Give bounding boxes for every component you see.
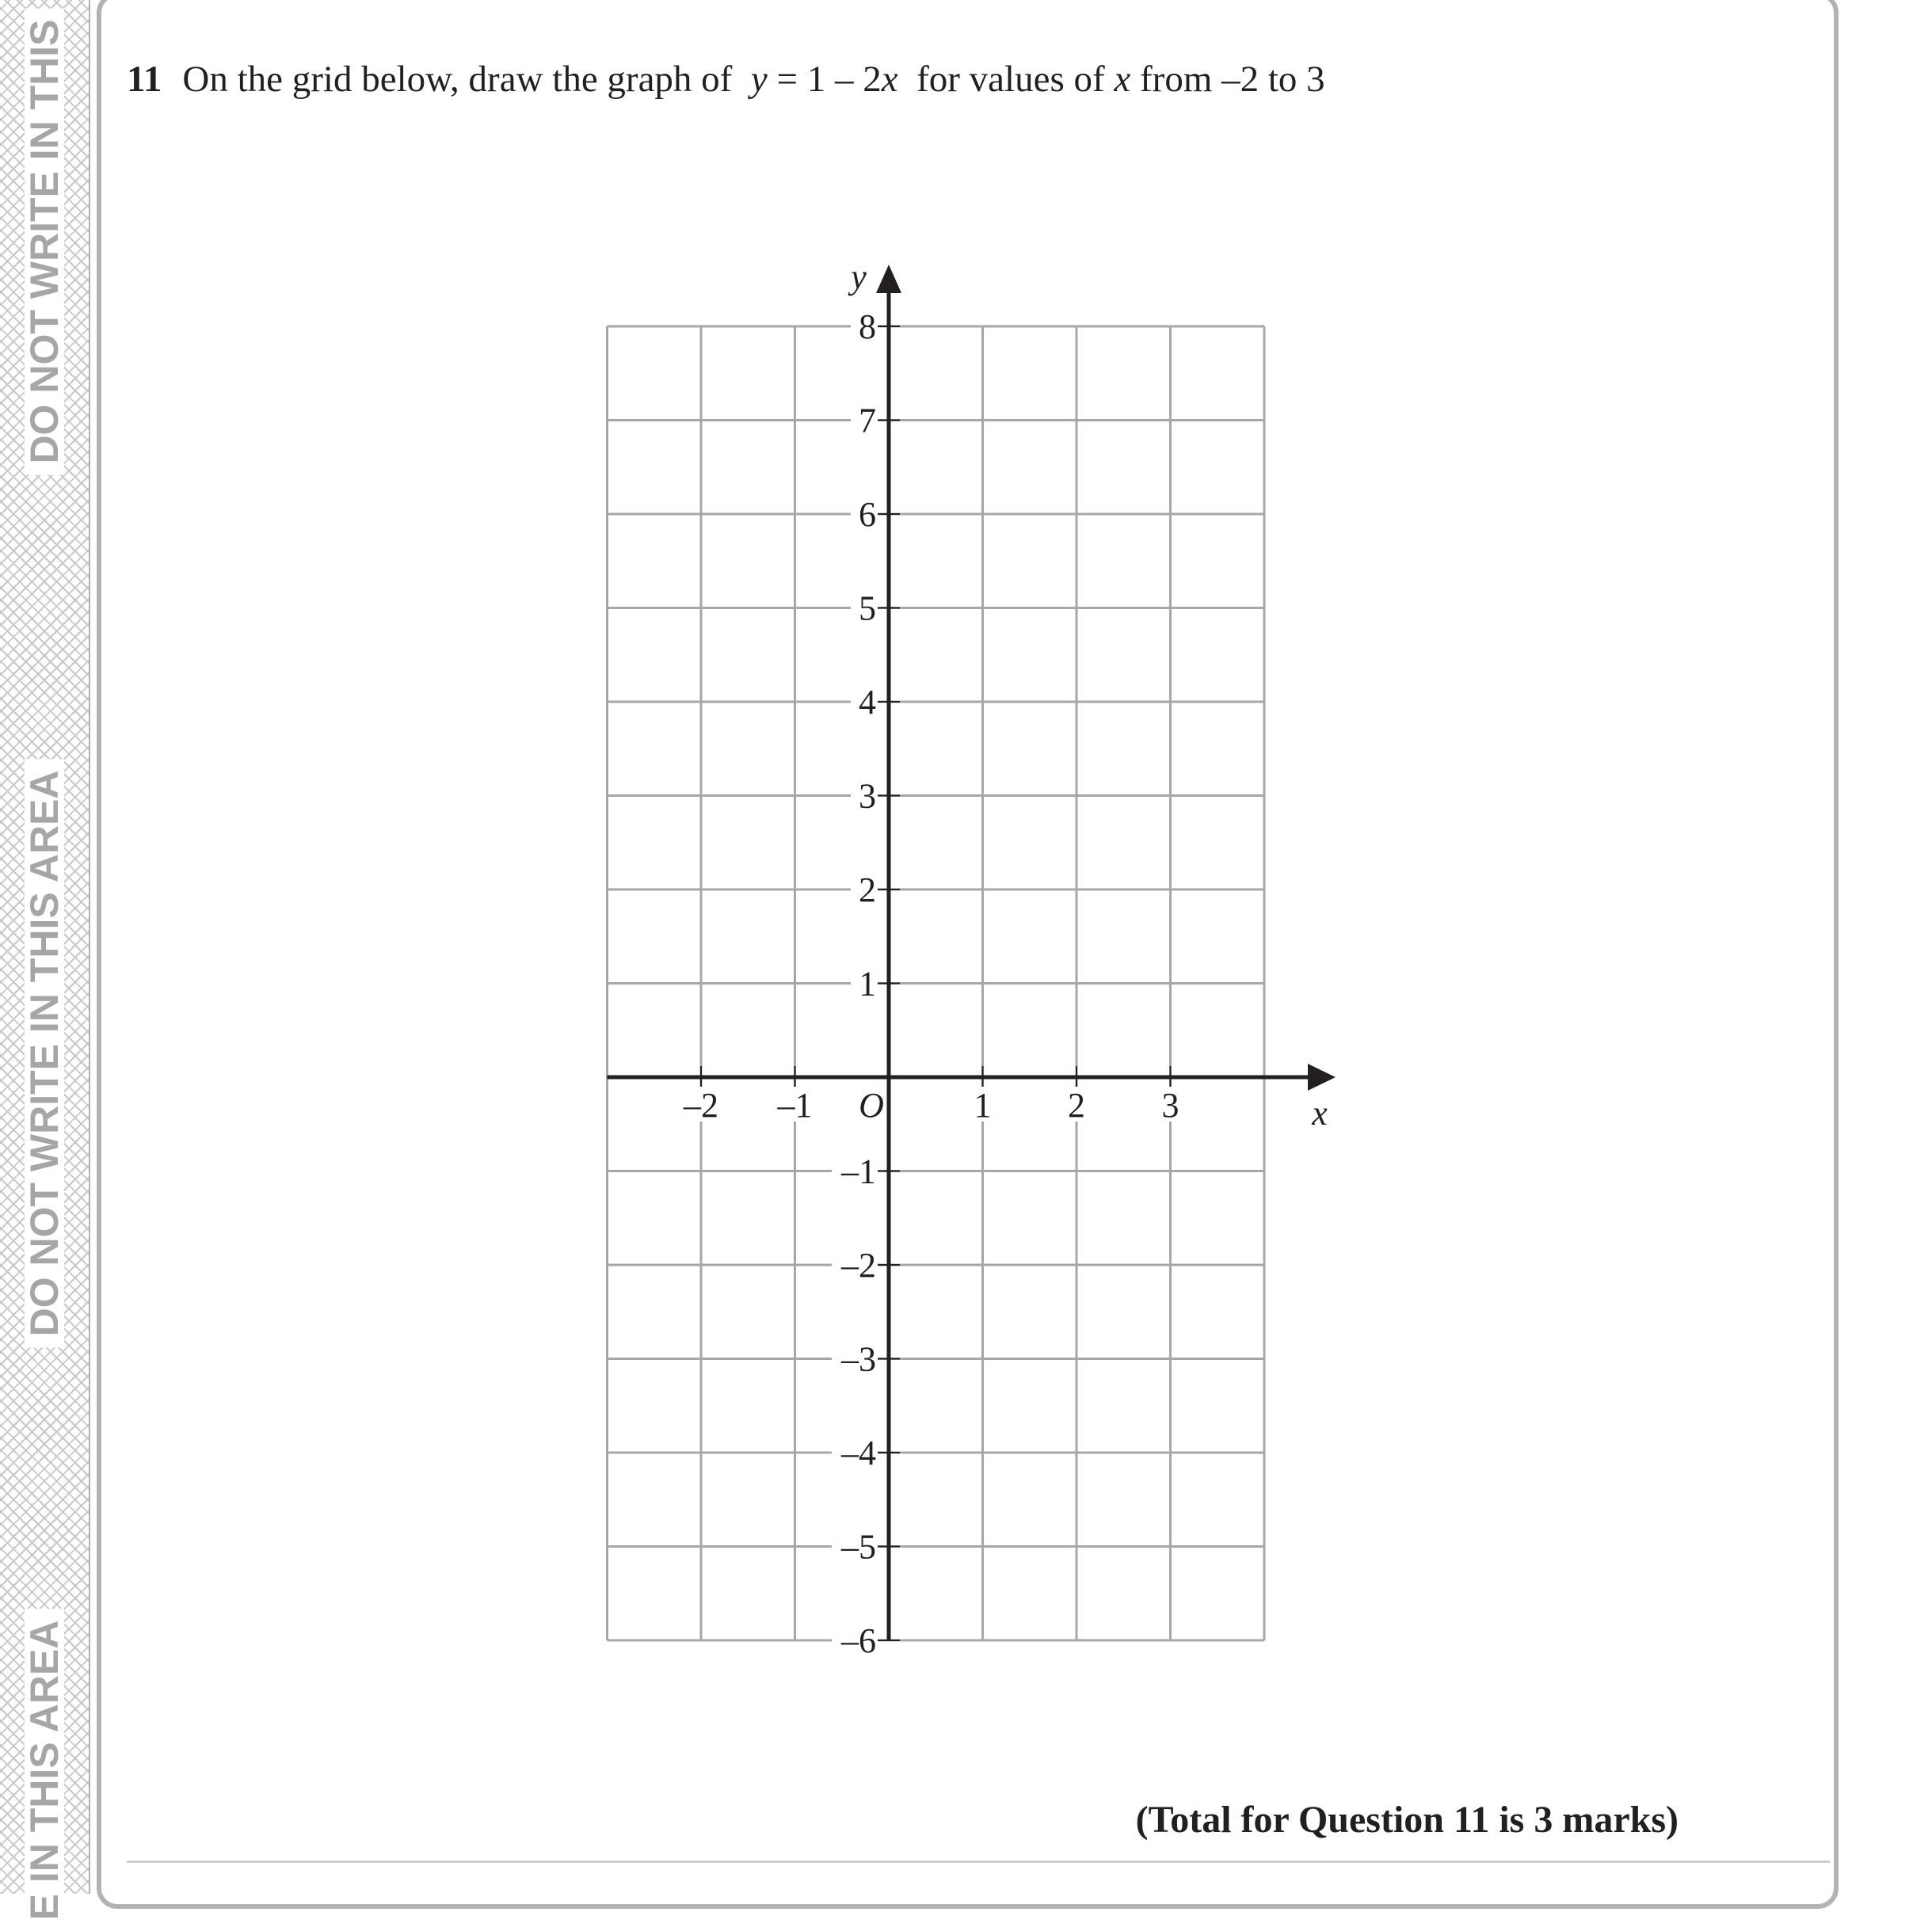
margin-warning-text: DO NOT WRITE IN THIS	[25, 8, 64, 474]
y-axis-arrow-icon	[876, 265, 901, 293]
x-tick-label: 2	[1068, 1086, 1085, 1125]
x-axis-label: x	[1312, 1094, 1328, 1133]
x-tick-label: –2	[684, 1086, 718, 1125]
origin-label: O	[859, 1086, 884, 1125]
y-tick-label: –3	[841, 1339, 876, 1379]
equation-x: x	[881, 59, 898, 100]
y-tick-label: 5	[859, 588, 876, 628]
question-mid: for values of	[916, 59, 1105, 100]
x-tick-label: –1	[777, 1086, 813, 1125]
question-suffix: from –2 to 3	[1140, 59, 1325, 100]
equation-middle: = 1 – 2	[767, 59, 882, 100]
y-tick-label: –2	[841, 1246, 876, 1285]
margin-warning-text: DO NOT WRITE IN THIS AREA	[25, 760, 64, 1348]
y-tick-label: –5	[841, 1527, 876, 1567]
question-prefix: On the grid below, draw the graph of	[182, 59, 733, 100]
x-axis-arrow-icon	[1308, 1064, 1336, 1091]
y-tick-label: 4	[859, 683, 876, 722]
question-number: 11	[127, 59, 162, 100]
y-tick-label: 3	[859, 776, 876, 816]
x-tick-label: 3	[1161, 1086, 1179, 1125]
margin-warning-text: E IN THIS AREA	[25, 1609, 64, 1931]
total-marks: (Total for Question 11 is 3 marks)	[1135, 1799, 1679, 1841]
y-tick-label: –4	[841, 1434, 876, 1472]
x-tick-label: 1	[974, 1086, 992, 1125]
y-tick-label: 2	[859, 870, 876, 909]
y-tick-label: 1	[859, 964, 876, 1004]
y-axis-label: y	[851, 257, 867, 296]
bottom-rule	[127, 1861, 1830, 1863]
variable-x: x	[1114, 59, 1131, 100]
y-tick-label: 6	[859, 495, 876, 534]
equation-y: y	[750, 59, 768, 100]
y-tick-label: 7	[859, 401, 876, 440]
y-tick-label: 8	[859, 307, 876, 346]
y-tick-label: –6	[841, 1621, 876, 1660]
y-tick-label: –1	[841, 1152, 876, 1191]
